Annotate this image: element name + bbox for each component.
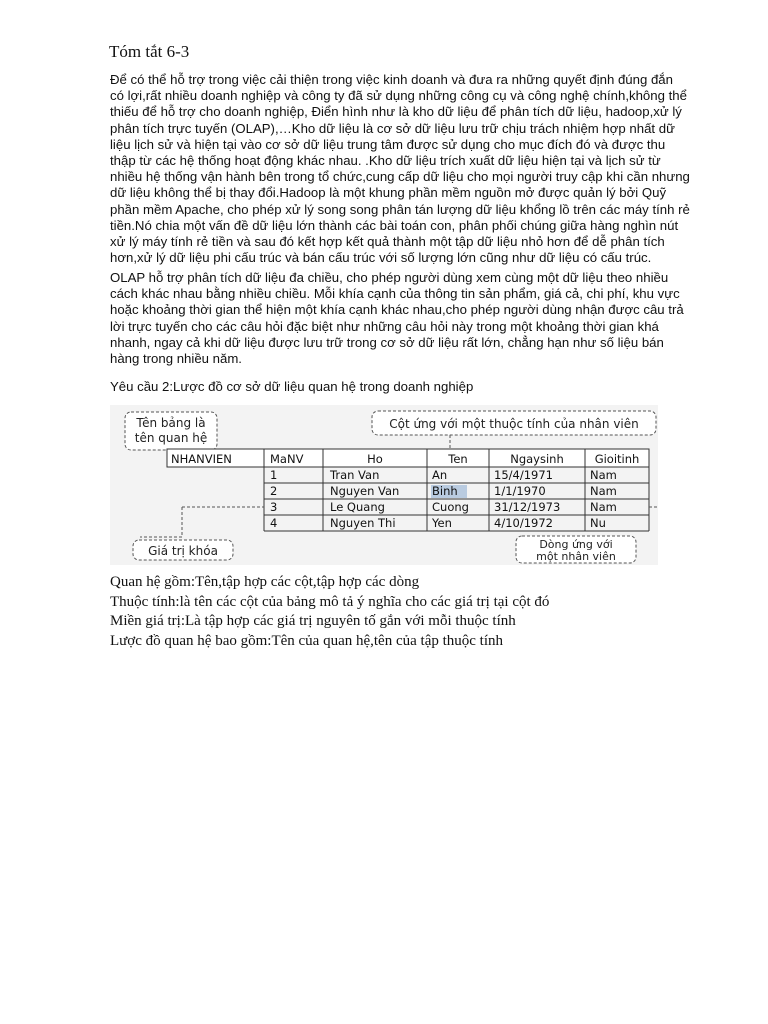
- requirement-heading: Yêu cầu 2:Lược đồ cơ sở dữ liệu quan hệ trong doanh nghiệp: [110, 379, 474, 394]
- cell-ho: Nguyen Van: [330, 484, 400, 498]
- header-ten: Ten: [448, 452, 468, 466]
- callout-relation-line2: tên quan hệ: [134, 431, 208, 445]
- cell-gioitinh: Nam: [590, 484, 617, 498]
- cell-ngaysinh: 15/4/1971: [494, 468, 553, 482]
- cell-ho: Nguyen Thi: [330, 516, 396, 530]
- header-ho: Ho: [367, 452, 383, 466]
- cell-ngaysinh: 31/12/1973: [494, 500, 561, 514]
- cell-manv: 1: [270, 468, 278, 482]
- cell-ngaysinh: 4/10/1972: [494, 516, 553, 530]
- cell-manv: 4: [270, 516, 278, 530]
- cell-ngaysinh: 1/1/1970: [494, 484, 546, 498]
- relation-table: [167, 449, 649, 531]
- callout-key-text: Giá trị khóa: [148, 544, 218, 558]
- header-manv: MaNV: [270, 452, 304, 466]
- cell-ten: Binh: [432, 484, 458, 498]
- callout-column-text: Cột ứng với một thuộc tính của nhân viên: [389, 417, 639, 431]
- header-gioitinh: Gioitinh: [594, 452, 640, 466]
- table-name: NHANVIEN: [171, 452, 232, 466]
- definition-relation: Quan hệ gồm:Tên,tập hợp các cột,tập hợp các dòng: [110, 574, 420, 590]
- cell-ten: Cuong: [432, 500, 469, 514]
- cell-ho: Tran Van: [330, 468, 380, 482]
- relational-schema-figure: [110, 405, 658, 565]
- cell-gioitinh: Nam: [590, 500, 617, 514]
- definition-domain: Miền giá trị:Là tập hợp các giá trị nguyên tố gắn với mỗi thuộc tính: [110, 613, 516, 629]
- cell-ten: Yen: [432, 516, 452, 530]
- cell-gioitinh: Nu: [590, 516, 606, 530]
- callout-row-line2: một nhân viên: [536, 550, 616, 563]
- paragraph-intro: Để có thể hỗ trợ trong việc cải thiện trong việc kinh doanh và đưa ra những quyết định đúng đắn có lợi,rất nhiều doanh nghiệp và công ty đã sử dụng những công cụ và công nghệ chính,không thể thiếu để hỗ trợ cho doanh nghiệp, Điển hình như là kho dữ liệu để phân tích dữ liệu, hadoop,xử lý phân tích trực tuyến (OLAP),…Kho dữ liệu là cơ sở dữ liệu lưu trữ chịu trách nhiệm hợp nhất dữ liệu lịch sử và hiện tại vào cơ sở dữ liệu trung tâm được sử dụng cho mục đích đó và được thu thập từ các hệ thống hoạt động khác nhau. .Kho dữ liệu trích xuất dữ liệu hiện tại và lịch sử từ nhiều hệ thống vận hành bên trong tổ chức,cung cấp dữ liệu cho mọi người truy cập khi cần nhưng dữ liệu không thể bị thay đổi.Hadoop là một khung phần mềm nguồn mở được quản lý bởi Quỹ phần mềm Apache, cho phép xử lý song song phân tán lượng dữ liệu khổng lồ trên các máy tính rẻ tiền.Nó chia một vấn đề dữ liệu lớn thành các bài toán con, phân phối chúng giữa hàng nghìn nút xử lý máy tính rẻ tiền và sau đó kết hợp kết quả thành một tập dữ liệu nhỏ hơn để dễ phân tích hơn,xử lý dữ liệu phi cấu trúc và bán cấu trúc với số lượng lớn cũng như dữ liệu có cấu trúc.: [110, 72, 690, 266]
- callout-row-line1: Dòng ứng với: [539, 538, 613, 551]
- callout-relation-line1: Tên bảng là: [136, 416, 206, 430]
- definitions-list: [110, 573, 549, 651]
- schema-diagram: [110, 405, 658, 565]
- definition-attribute: Thuộc tính:là tên các cột của bảng mô tả ý nghĩa cho các giá trị tại cột đó: [110, 593, 550, 610]
- cell-gioitinh: Nam: [590, 468, 617, 482]
- cell-manv: 2: [270, 484, 278, 498]
- page-title: Tóm tắt 6-3: [109, 42, 190, 61]
- paragraph-olap: OLAP hỗ trợ phân tích dữ liệu đa chiều, cho phép người dùng xem cùng một dữ liệu theo nhiều cách khác nhau bằng nhiều chiều. Mỗi khía cạnh của thông tin sản phẩm, giá cả, chi phí, khu vực hoặc khoảng thời gian thể hiện một khía cạnh khác nhau,cho phép người dùng nhận được câu trả lời trực tuyến cho các câu hỏi đặc biệt như những câu hỏi này trong một khoảng thời gian khá nhanh, ngay cả khi dữ liệu được lưu trữ trong cơ sở dữ liệu rất lớn, chẳng hạn như số liệu bán hàng trong nhiều năm.: [110, 270, 684, 367]
- cell-ho: Le Quang: [330, 500, 385, 514]
- cell-ten: An: [432, 468, 448, 482]
- header-ngaysinh: Ngaysinh: [510, 452, 564, 466]
- callout-row-connector: [649, 507, 658, 537]
- callout-key-connector: [140, 507, 182, 537]
- definition-schema: Lược đồ quan hệ bao gồm:Tên của quan hệ,tên của tập thuộc tính: [110, 632, 504, 649]
- cell-manv: 3: [270, 500, 278, 514]
